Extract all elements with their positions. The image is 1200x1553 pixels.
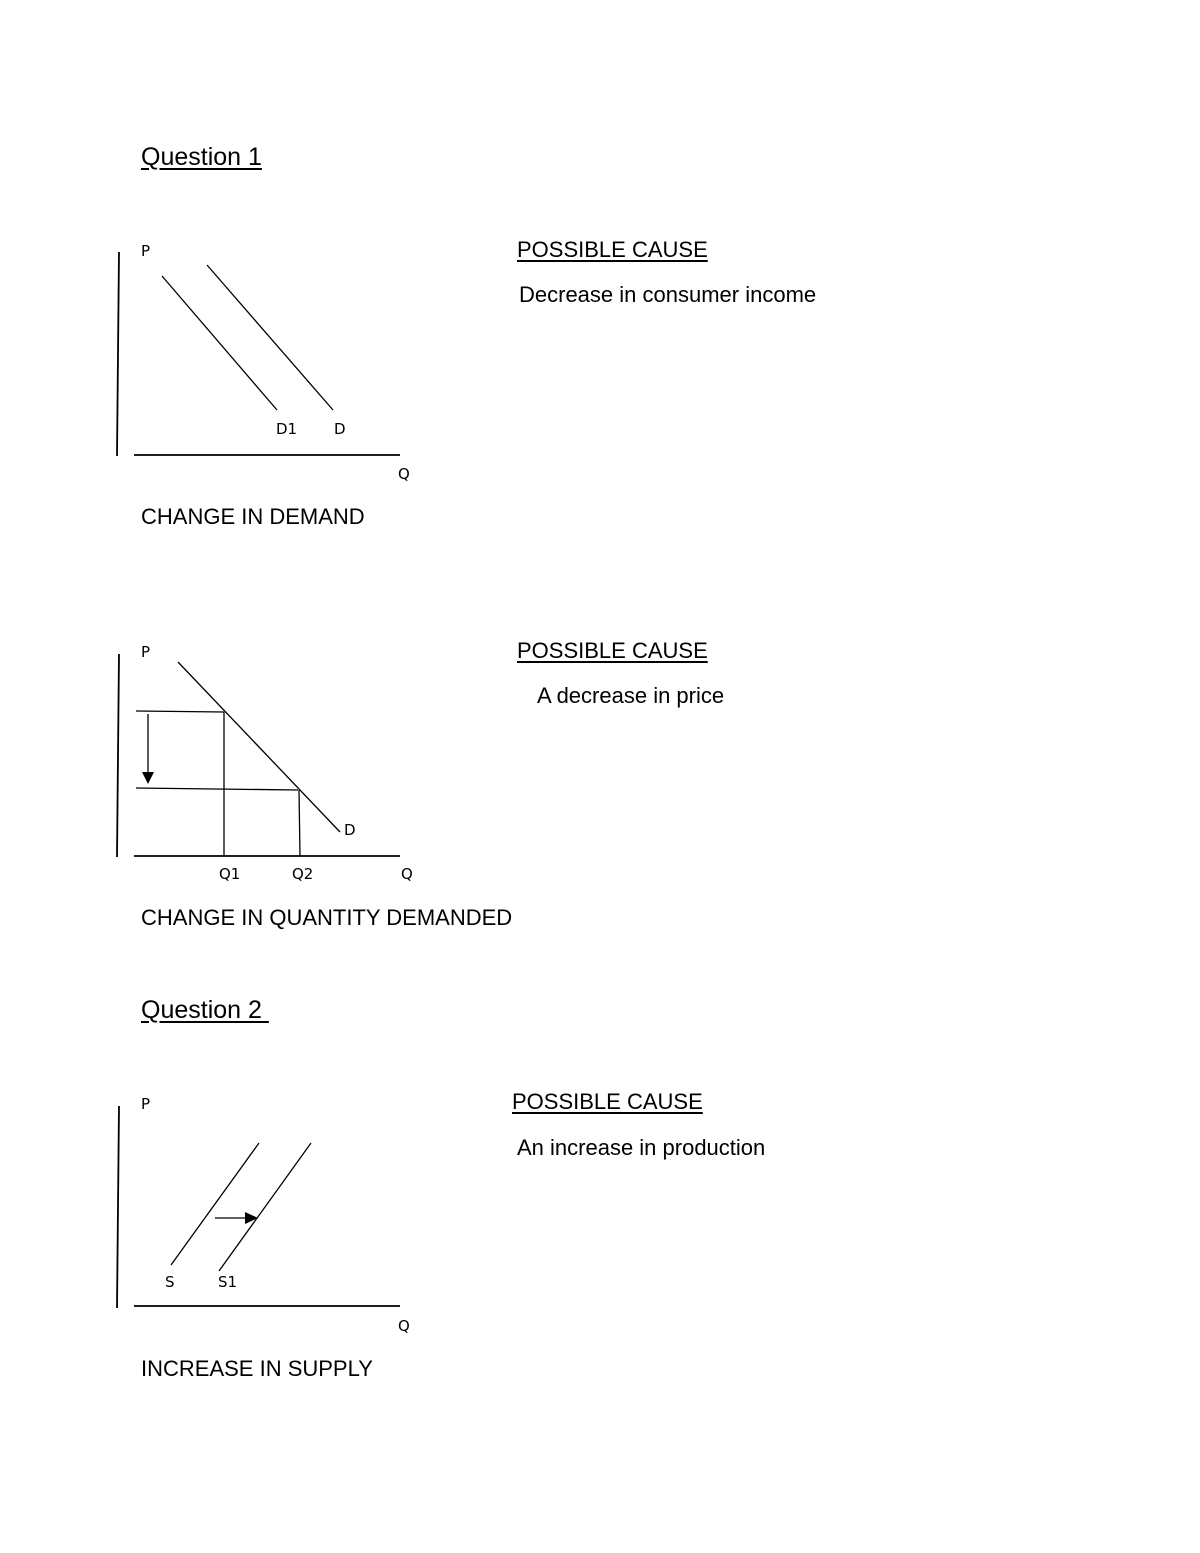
question-1-heading: Question 1: [141, 143, 262, 171]
possible-cause-heading-1: POSSIBLE CAUSE: [517, 237, 708, 262]
possible-cause-heading-2: POSSIBLE CAUSE: [517, 638, 708, 663]
demand-curve-d-label: D: [334, 420, 346, 438]
increase-in-supply-caption: INCREASE IN SUPPLY: [141, 1356, 373, 1381]
possible-cause-text-1: Decrease in consumer income: [519, 282, 817, 307]
supply-curve-s-label: S: [165, 1273, 175, 1291]
quantity-axis-label: Q: [401, 865, 413, 883]
possible-cause-text-2: A decrease in price: [537, 683, 725, 708]
quantity-axis-label: Q: [398, 465, 410, 483]
price-axis: [117, 1106, 119, 1308]
demand-curve-d-label: D: [344, 821, 356, 839]
price-axis-label: P: [141, 643, 151, 661]
supply-curve-s1-label: S1: [218, 1273, 238, 1291]
quantity-axis-label: Q: [398, 1317, 410, 1335]
demand-curve-d1-label: D1: [276, 420, 298, 438]
supply-curve-s: [171, 1143, 259, 1265]
right-arrow-icon: [245, 1212, 258, 1224]
possible-cause-heading-3: POSSIBLE CAUSE: [512, 1089, 703, 1114]
possible-cause-text-3: An increase in production: [517, 1135, 766, 1160]
question-2-heading: Question 2: [141, 996, 269, 1024]
q1-label: Q1: [219, 865, 241, 883]
price-axis-label: P: [141, 242, 151, 260]
change-in-demand-caption: CHANGE IN DEMAND: [141, 504, 365, 529]
q2-label: Q2: [292, 865, 314, 883]
price-axis-label: P: [141, 1095, 151, 1113]
change-in-quantity-demanded-caption: CHANGE IN QUANTITY DEMANDED: [141, 905, 513, 930]
supply-curve-s1: [219, 1143, 311, 1271]
